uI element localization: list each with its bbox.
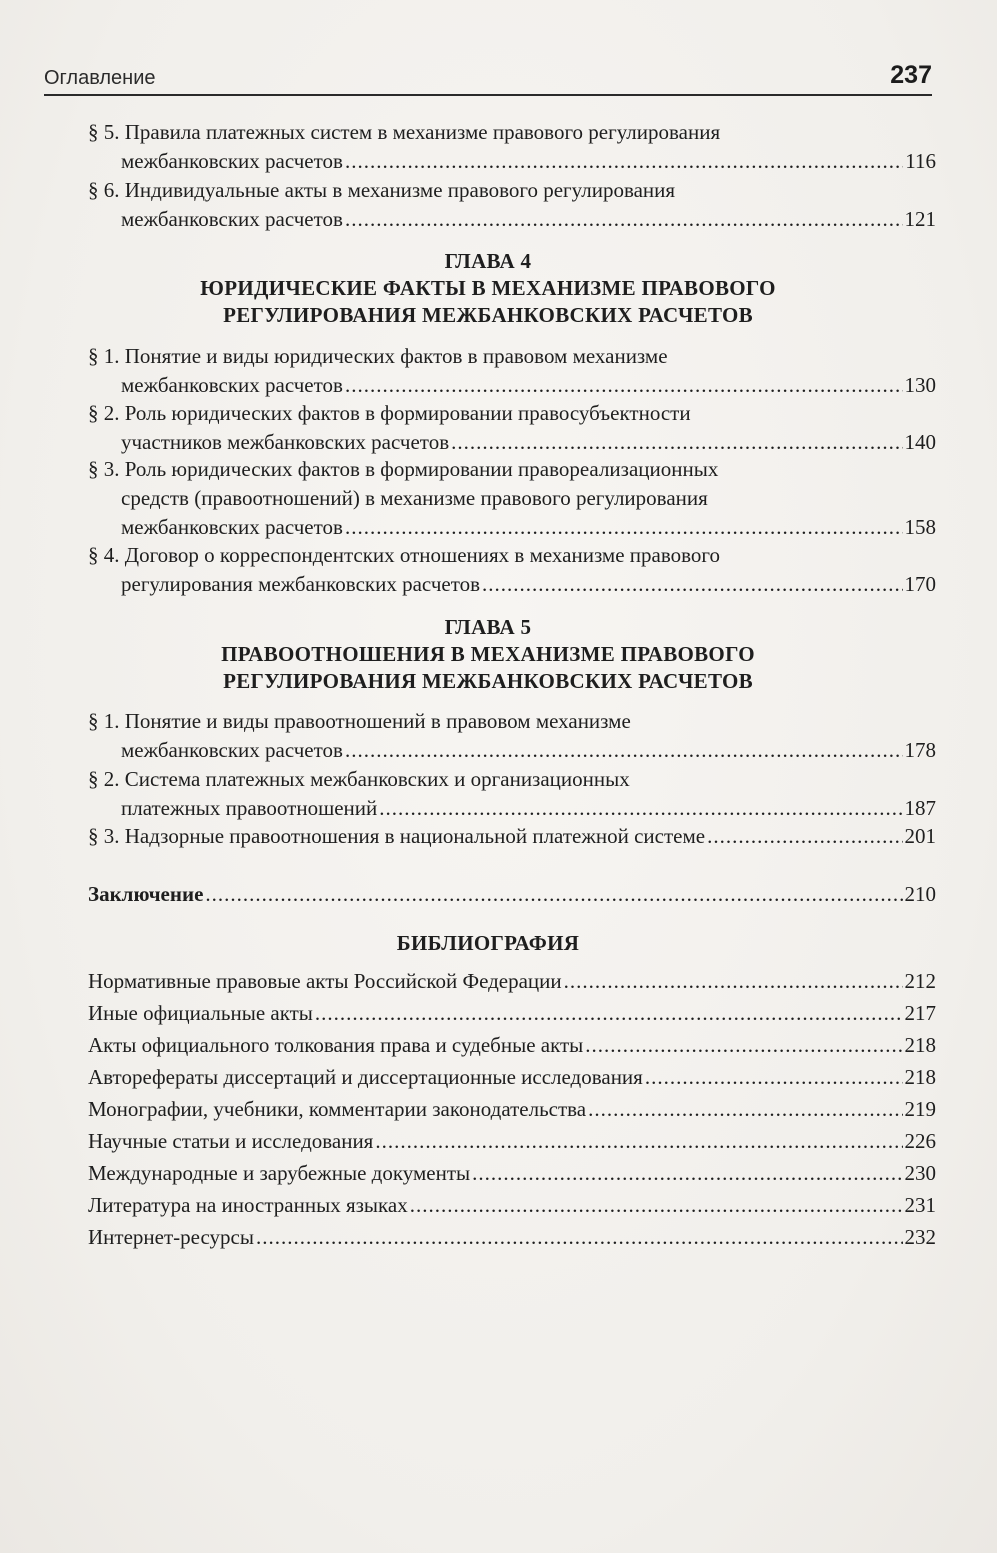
toc-entry-ch5-s1: § 1. Понятие и виды правоотношений в правовом механизме межбанковских расчетов ..... 178 (88, 707, 936, 765)
chapter-5-heading (44, 614, 932, 695)
bibliography-list (88, 965, 936, 1253)
page-number: 237 (890, 61, 932, 89)
leader-dots (345, 736, 903, 765)
toc-entry-ch4-s3: § 3. Роль юридических фактов в формировании правореализационных средств (правоотношений) в механизме правового регулирования межбанковских расчетов ..... 158 (88, 455, 936, 542)
leader-dots (205, 880, 902, 909)
toc-entry-conclusion: Заключение ..... 210 (88, 880, 936, 909)
toc-page-number: 218 (904, 1065, 936, 1089)
toc-page-number: 232 (904, 1225, 936, 1249)
chapter-title-line: РЕГУЛИРОВАНИЯ МЕЖБАНКОВСКИХ РАСЧЕТОВ (223, 303, 753, 327)
chapter-title-line: ЮРИДИЧЕСКИЕ ФАКТЫ В МЕХАНИЗМЕ ПРАВОВОГО (200, 276, 776, 300)
leader-dots (645, 1061, 903, 1093)
leader-dots (375, 1125, 902, 1157)
toc-page-number: 231 (904, 1193, 936, 1217)
toc-page-number: 218 (904, 1033, 936, 1057)
leader-dots (472, 1157, 902, 1189)
chapter-label: ГЛАВА 5 (444, 615, 532, 639)
chapter-title-line: ПРАВООТНОШЕНИЯ В МЕХАНИЗМЕ ПРАВОВОГО (221, 642, 755, 666)
leader-dots (410, 1189, 903, 1221)
leader-dots (588, 1093, 902, 1125)
list-item: Акты официального толкования права и судебные акты ..... 218 (88, 1029, 936, 1061)
leader-dots (345, 513, 903, 542)
leader-dots (345, 147, 903, 176)
leader-dots (482, 570, 902, 599)
toc-page-number: 116 (905, 149, 936, 173)
leader-dots (451, 428, 902, 457)
toc-page-number: 187 (904, 796, 936, 820)
list-item: Литература на иностранных языках ..... 231 (88, 1189, 936, 1221)
leader-dots (345, 205, 903, 234)
toc-entry-ch4-s1: § 1. Понятие и виды юридических фактов в правовом механизме межбанковских расчетов ..... 130 (88, 342, 936, 400)
toc-entry-ch5-s3: § 3. Надзорные правоотношения в национальной платежной системе ..... 201 (88, 822, 936, 851)
toc-page-number: 210 (904, 882, 936, 906)
bibliography-heading: БИБЛИОГРАФИЯ (396, 931, 580, 955)
chapter-4-heading (44, 248, 932, 329)
list-item: Нормативные правовые акты Российской Федерации ..... 212 (88, 965, 936, 997)
toc-entry-ch4-s4: § 4. Договор о корреспондентских отношениях в механизме правового регулирования межбанковских расчетов ..... 170 (88, 541, 936, 599)
toc-entry-ch5-s2: § 2. Система платежных межбанковских и организационных платежных правоотношений ..... 187 (88, 765, 936, 823)
list-item: Автореферaты диссертаций и диссертационные исследования ..... 218 (88, 1061, 936, 1093)
toc-page-number: 140 (904, 430, 936, 454)
toc-page-number: 121 (904, 207, 936, 231)
leader-dots (256, 1221, 903, 1253)
running-header-section: Оглавление (44, 67, 156, 89)
toc-page-number: 158 (904, 515, 936, 539)
leader-dots (564, 965, 903, 997)
toc-page-number: 226 (904, 1129, 936, 1153)
toc-page-number: 170 (904, 572, 936, 596)
list-item: Монографии, учебники, комментарии законодательства ..... 219 (88, 1093, 936, 1125)
chapter-title-line: РЕГУЛИРОВАНИЯ МЕЖБАНКОВСКИХ РАСЧЕТОВ (223, 669, 753, 693)
leader-dots (345, 371, 903, 400)
leader-dots (379, 794, 902, 823)
chapter-label: ГЛАВА 4 (444, 249, 532, 273)
toc-page-number: 219 (904, 1097, 936, 1121)
toc-page-number: 212 (904, 969, 936, 993)
toc-page-number: 201 (904, 824, 936, 848)
toc-page-number: 178 (904, 738, 936, 762)
leader-dots (315, 997, 903, 1029)
toc-page-number: 230 (904, 1161, 936, 1185)
toc-page-number: 130 (904, 373, 936, 397)
running-header (44, 58, 932, 96)
toc-page-number: 217 (904, 1001, 936, 1025)
list-item: Интернет-ресурсы ..... 232 (88, 1221, 936, 1253)
leader-dots (585, 1029, 902, 1061)
list-item: Иные официальные акты ..... 217 (88, 997, 936, 1029)
toc-entry-ch3-s5: § 5. Правила платежных систем в механизме правового регулирования межбанковских расчетов ..... 116 (88, 118, 936, 176)
leader-dots (707, 822, 902, 851)
toc-entry-ch3-s6: § 6. Индивидуальные акты в механизме правового регулирования межбанковских расчетов ..... 121 (88, 176, 936, 234)
toc-entry-ch4-s2: § 2. Роль юридических фактов в формировании правосубъектности участников межбанковских расчетов ..... 140 (88, 399, 936, 457)
list-item: Международные и зарубежные документы ..... 230 (88, 1157, 936, 1189)
list-item: Научные статьи и исследования ..... 226 (88, 1125, 936, 1157)
